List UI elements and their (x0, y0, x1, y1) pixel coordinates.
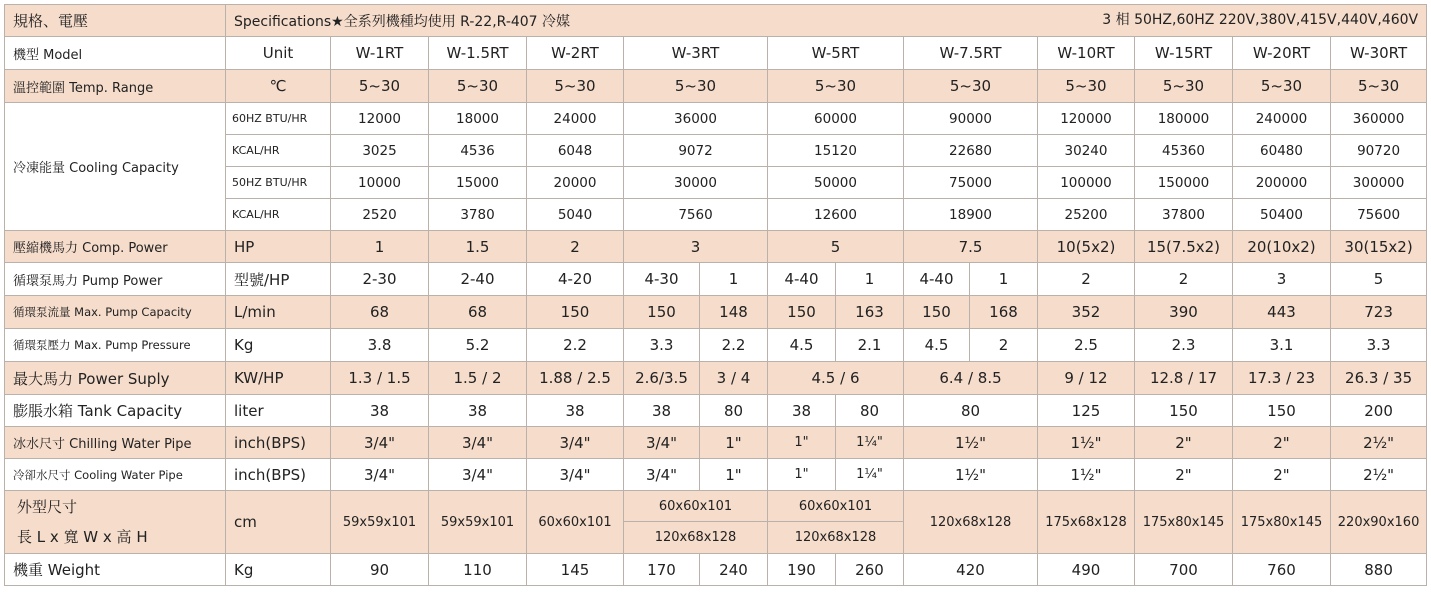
chill-cell: 1½" (1038, 427, 1135, 459)
weight-cell: 420 (904, 554, 1038, 586)
comp-cell: 10(5x2) (1038, 231, 1135, 263)
flow-cell: 723 (1331, 296, 1427, 329)
cooling-cell: 7560 (624, 199, 768, 231)
cool-pipe-cell: 2½" (1331, 459, 1427, 491)
tank-cell: 150 (1135, 395, 1233, 427)
pump-cell: 2 (1038, 263, 1135, 296)
cooling-cell: 22680 (904, 135, 1038, 167)
temp-cell: 5~30 (331, 70, 429, 103)
chill-cell: 3/4" (331, 427, 429, 459)
cooling-cell: 3780 (429, 199, 527, 231)
temp-unit: ℃ (226, 70, 331, 103)
pump-unit: 型號/HP (226, 263, 331, 296)
cooling-cell: 5040 (527, 199, 624, 231)
tank-cell: 150 (1233, 395, 1331, 427)
pressure-cell: 2.3 (1135, 329, 1233, 362)
tank-cell: 80 (700, 395, 768, 427)
temp-cell: 5~30 (1038, 70, 1135, 103)
cooling-unit: 50HZ BTU/HR (226, 167, 331, 199)
power-cell: 1.3 / 1.5 (331, 362, 429, 395)
cooling-cell: 75000 (904, 167, 1038, 199)
chill-cell: 3/4" (429, 427, 527, 459)
pump-cell: 3 (1233, 263, 1331, 296)
power-row (5, 362, 1427, 395)
temp-cell: 5~30 (1233, 70, 1331, 103)
cooling-cell: 12000 (331, 103, 429, 135)
cooling-cell: 6048 (527, 135, 624, 167)
weight-cell: 240 (700, 554, 768, 586)
model-cell: W-1RT (331, 37, 429, 70)
flow-cell: 150 (624, 296, 700, 329)
chill-row (5, 427, 1427, 459)
pressure-cell: 3.3 (1331, 329, 1427, 362)
chill-cell: 2½" (1331, 427, 1427, 459)
flow-cell: 150 (768, 296, 836, 329)
flow-label: 循環泵流量 Max. Pump Capacity (5, 296, 226, 329)
cooling-cell: 36000 (624, 103, 768, 135)
tank-cell: 38 (768, 395, 836, 427)
cooling-cell: 60000 (768, 103, 904, 135)
pump-cell: 4-40 (904, 263, 970, 296)
weight-cell: 90 (331, 554, 429, 586)
cooling-cell: 360000 (1331, 103, 1427, 135)
temp-cell: 5~30 (1135, 70, 1233, 103)
cool-pipe-cell: 3/4" (624, 459, 700, 491)
cool-pipe-cell: 1" (700, 459, 768, 491)
cooling-unit: 60HZ BTU/HR (226, 103, 331, 135)
pump-cell: 1 (836, 263, 904, 296)
cooling-cell: 37800 (1135, 199, 1233, 231)
tank-cell: 125 (1038, 395, 1135, 427)
tank-cell: 200 (1331, 395, 1427, 427)
temp-cell: 5~30 (768, 70, 904, 103)
header-label: 規格、電壓 (5, 5, 226, 37)
specifications-text: Specifications★全系列機種均使用 R-22,R-407 冷媒 (234, 13, 571, 30)
cool-pipe-cell: 1" (768, 459, 836, 491)
power-cell: 26.3 / 35 (1331, 362, 1427, 395)
cooling-cell: 60480 (1233, 135, 1331, 167)
cooling-label: 冷凍能量 Cooling Capacity (5, 103, 226, 231)
power-cell: 12.8 / 17 (1135, 362, 1233, 395)
chill-unit: inch(BPS) (226, 427, 331, 459)
pump-cell: 2-30 (331, 263, 429, 296)
pressure-cell: 2.2 (700, 329, 768, 362)
spec-table (4, 4, 1427, 586)
power-cell: 6.4 / 8.5 (904, 362, 1038, 395)
pressure-cell: 2.2 (527, 329, 624, 362)
weight-cell: 190 (768, 554, 836, 586)
cooling-cell: 90720 (1331, 135, 1427, 167)
model-cell: W-3RT (624, 37, 768, 70)
chill-cell: 1¼" (836, 427, 904, 459)
pump-cell: 2-40 (429, 263, 527, 296)
cooling-cell: 30000 (624, 167, 768, 199)
dim-cell: 175x80x145 (1233, 491, 1331, 554)
comp-cell: 1.5 (429, 231, 527, 263)
weight-cell: 760 (1233, 554, 1331, 586)
dim-cell: 220x90x160 (1331, 491, 1427, 554)
pressure-row (5, 329, 1427, 362)
weight-cell: 110 (429, 554, 527, 586)
flow-cell: 443 (1233, 296, 1331, 329)
pump-cell: 4-30 (624, 263, 700, 296)
cooling-cell: 90000 (904, 103, 1038, 135)
dim-cell: 59x59x101 (331, 491, 429, 554)
comp-unit: HP (226, 231, 331, 263)
cooling-cell: 2520 (331, 199, 429, 231)
unit-header: Unit (226, 37, 331, 70)
temp-row (5, 70, 1427, 103)
flow-cell: 390 (1135, 296, 1233, 329)
pump-cell: 1 (700, 263, 768, 296)
pump-cell: 1 (970, 263, 1038, 296)
tank-cell: 38 (624, 395, 700, 427)
comp-cell: 2 (527, 231, 624, 263)
comp-cell: 5 (768, 231, 904, 263)
dim-label-line2: 長 L x 寬 W x 高 H (17, 528, 148, 546)
cooling-cell: 150000 (1135, 167, 1233, 199)
tank-cell: 80 (836, 395, 904, 427)
dim-cell: 120x68x128 (904, 491, 1038, 554)
cool-pipe-cell: 1¼" (836, 459, 904, 491)
dim-label (5, 491, 226, 554)
cooling-cell: 50400 (1233, 199, 1331, 231)
dim-cell: 175x80x145 (1135, 491, 1233, 554)
tank-unit: liter (226, 395, 331, 427)
weight-cell: 145 (527, 554, 624, 586)
cool-pipe-cell: 2" (1233, 459, 1331, 491)
model-cell: W-20RT (1233, 37, 1331, 70)
tank-cell: 80 (904, 395, 1038, 427)
temp-cell: 5~30 (1331, 70, 1427, 103)
flow-cell: 148 (700, 296, 768, 329)
comp-cell: 3 (624, 231, 768, 263)
cooling-cell: 4536 (429, 135, 527, 167)
cooling-cell: 240000 (1233, 103, 1331, 135)
cooling-unit: KCAL/HR (226, 135, 331, 167)
cooling-cell: 3025 (331, 135, 429, 167)
weight-cell: 170 (624, 554, 700, 586)
flow-cell: 150 (904, 296, 970, 329)
dim-row (5, 491, 1427, 522)
pressure-unit: Kg (226, 329, 331, 362)
comp-cell: 7.5 (904, 231, 1038, 263)
cooling-cell: 18000 (429, 103, 527, 135)
chill-cell: 1½" (904, 427, 1038, 459)
pump-cell: 5 (1331, 263, 1427, 296)
pump-row (5, 263, 1427, 296)
pressure-cell: 2.1 (836, 329, 904, 362)
cool-pipe-cell: 3/4" (331, 459, 429, 491)
flow-cell: 168 (970, 296, 1038, 329)
power-unit: KW/HP (226, 362, 331, 395)
cooling-cell: 180000 (1135, 103, 1233, 135)
flow-unit: L/min (226, 296, 331, 329)
tank-label: 膨脹水箱 Tank Capacity (5, 395, 226, 427)
flow-row (5, 296, 1427, 329)
cool-pipe-cell: 1½" (1038, 459, 1135, 491)
dim-cell: 120x68x128 (624, 522, 768, 554)
pump-cell: 4-40 (768, 263, 836, 296)
cool-pipe-unit: inch(BPS) (226, 459, 331, 491)
power-cell: 3 / 4 (700, 362, 768, 395)
flow-cell: 68 (429, 296, 527, 329)
cooling-unit: KCAL/HR (226, 199, 331, 231)
power-label: 最大馬力 Power Suply (5, 362, 226, 395)
cool-pipe-label: 冷卻水尺寸 Cooling Water Pipe (5, 459, 226, 491)
power-cell: 2.6/3.5 (624, 362, 700, 395)
power-cell: 17.3 / 23 (1233, 362, 1331, 395)
temp-cell: 5~30 (904, 70, 1038, 103)
pressure-label: 循環泵壓力 Max. Pump Pressure (5, 329, 226, 362)
weight-unit: Kg (226, 554, 331, 586)
cooling-cell: 12600 (768, 199, 904, 231)
cooling-cell: 15000 (429, 167, 527, 199)
cool-pipe-cell: 3/4" (527, 459, 624, 491)
pressure-cell: 4.5 (768, 329, 836, 362)
weight-row (5, 554, 1427, 586)
model-cell: W-30RT (1331, 37, 1427, 70)
weight-cell: 490 (1038, 554, 1135, 586)
chill-cell: 1" (700, 427, 768, 459)
comp-cell: 20(10x2) (1233, 231, 1331, 263)
pressure-cell: 3.3 (624, 329, 700, 362)
tank-cell: 38 (429, 395, 527, 427)
pressure-cell: 2 (970, 329, 1038, 362)
weight-cell: 700 (1135, 554, 1233, 586)
pressure-cell: 2.5 (1038, 329, 1135, 362)
weight-cell: 260 (836, 554, 904, 586)
temp-label: 溫控範圍 Temp. Range (5, 70, 226, 103)
flow-cell: 150 (527, 296, 624, 329)
weight-label: 機重 Weight (5, 554, 226, 586)
model-row (5, 37, 1427, 70)
tank-cell: 38 (527, 395, 624, 427)
model-cell: W-1.5RT (429, 37, 527, 70)
chill-cell: 2" (1233, 427, 1331, 459)
comp-cell: 30(15x2) (1331, 231, 1427, 263)
dim-label-line1: 外型尺寸 (17, 498, 78, 516)
power-cell: 1.5 / 2 (429, 362, 527, 395)
cooling-cell: 50000 (768, 167, 904, 199)
pump-cell: 2 (1135, 263, 1233, 296)
chill-cell: 1" (768, 427, 836, 459)
dim-cell: 60x60x101 (527, 491, 624, 554)
temp-cell: 5~30 (527, 70, 624, 103)
specifications-cell (226, 5, 1427, 37)
cool-pipe-cell: 1½" (904, 459, 1038, 491)
model-cell: W-15RT (1135, 37, 1233, 70)
chill-cell: 3/4" (527, 427, 624, 459)
dim-cell: 60x60x101 (768, 491, 904, 522)
power-cell: 9 / 12 (1038, 362, 1135, 395)
dim-unit: cm (226, 491, 331, 554)
pressure-cell: 5.2 (429, 329, 527, 362)
flow-cell: 352 (1038, 296, 1135, 329)
power-cell: 1.88 / 2.5 (527, 362, 624, 395)
chill-cell: 3/4" (624, 427, 700, 459)
temp-cell: 5~30 (429, 70, 527, 103)
comp-label: 壓縮機馬力 Comp. Power (5, 231, 226, 263)
dim-cell: 120x68x128 (768, 522, 904, 554)
pump-cell: 4-20 (527, 263, 624, 296)
cooling-cell: 30240 (1038, 135, 1135, 167)
model-cell: W-10RT (1038, 37, 1135, 70)
cooling-cell: 18900 (904, 199, 1038, 231)
temp-cell: 5~30 (624, 70, 768, 103)
chill-label: 冰水尺寸 Chilling Water Pipe (5, 427, 226, 459)
voltage-text: 3 相 50HZ,60HZ 220V,380V,415V,440V,460V (1102, 12, 1419, 28)
weight-cell: 880 (1331, 554, 1427, 586)
cool-pipe-cell: 2" (1135, 459, 1233, 491)
comp-row (5, 231, 1427, 263)
comp-cell: 1 (331, 231, 429, 263)
pump-label: 循環泵馬力 Pump Power (5, 263, 226, 296)
power-cell: 4.5 / 6 (768, 362, 904, 395)
pressure-cell: 3.8 (331, 329, 429, 362)
flow-cell: 163 (836, 296, 904, 329)
cooling-cell: 24000 (527, 103, 624, 135)
cooling-row (5, 103, 1427, 135)
cooling-cell: 25200 (1038, 199, 1135, 231)
tank-cell: 38 (331, 395, 429, 427)
cooling-cell: 300000 (1331, 167, 1427, 199)
cooling-cell: 10000 (331, 167, 429, 199)
cool-pipe-row (5, 459, 1427, 491)
cooling-cell: 9072 (624, 135, 768, 167)
comp-cell: 15(7.5x2) (1135, 231, 1233, 263)
flow-cell: 68 (331, 296, 429, 329)
model-cell: W-5RT (768, 37, 904, 70)
cooling-cell: 100000 (1038, 167, 1135, 199)
model-label: 機型 Model (5, 37, 226, 70)
model-cell: W-2RT (527, 37, 624, 70)
header-row (5, 5, 1427, 37)
dim-cell: 59x59x101 (429, 491, 527, 554)
tank-row (5, 395, 1427, 427)
pressure-cell: 4.5 (904, 329, 970, 362)
cooling-cell: 20000 (527, 167, 624, 199)
cooling-cell: 75600 (1331, 199, 1427, 231)
dim-cell: 60x60x101 (624, 491, 768, 522)
chill-cell: 2" (1135, 427, 1233, 459)
cool-pipe-cell: 3/4" (429, 459, 527, 491)
cooling-cell: 15120 (768, 135, 904, 167)
cooling-cell: 45360 (1135, 135, 1233, 167)
cooling-cell: 200000 (1233, 167, 1331, 199)
model-cell: W-7.5RT (904, 37, 1038, 70)
pressure-cell: 3.1 (1233, 329, 1331, 362)
cooling-cell: 120000 (1038, 103, 1135, 135)
dim-cell: 175x68x128 (1038, 491, 1135, 554)
